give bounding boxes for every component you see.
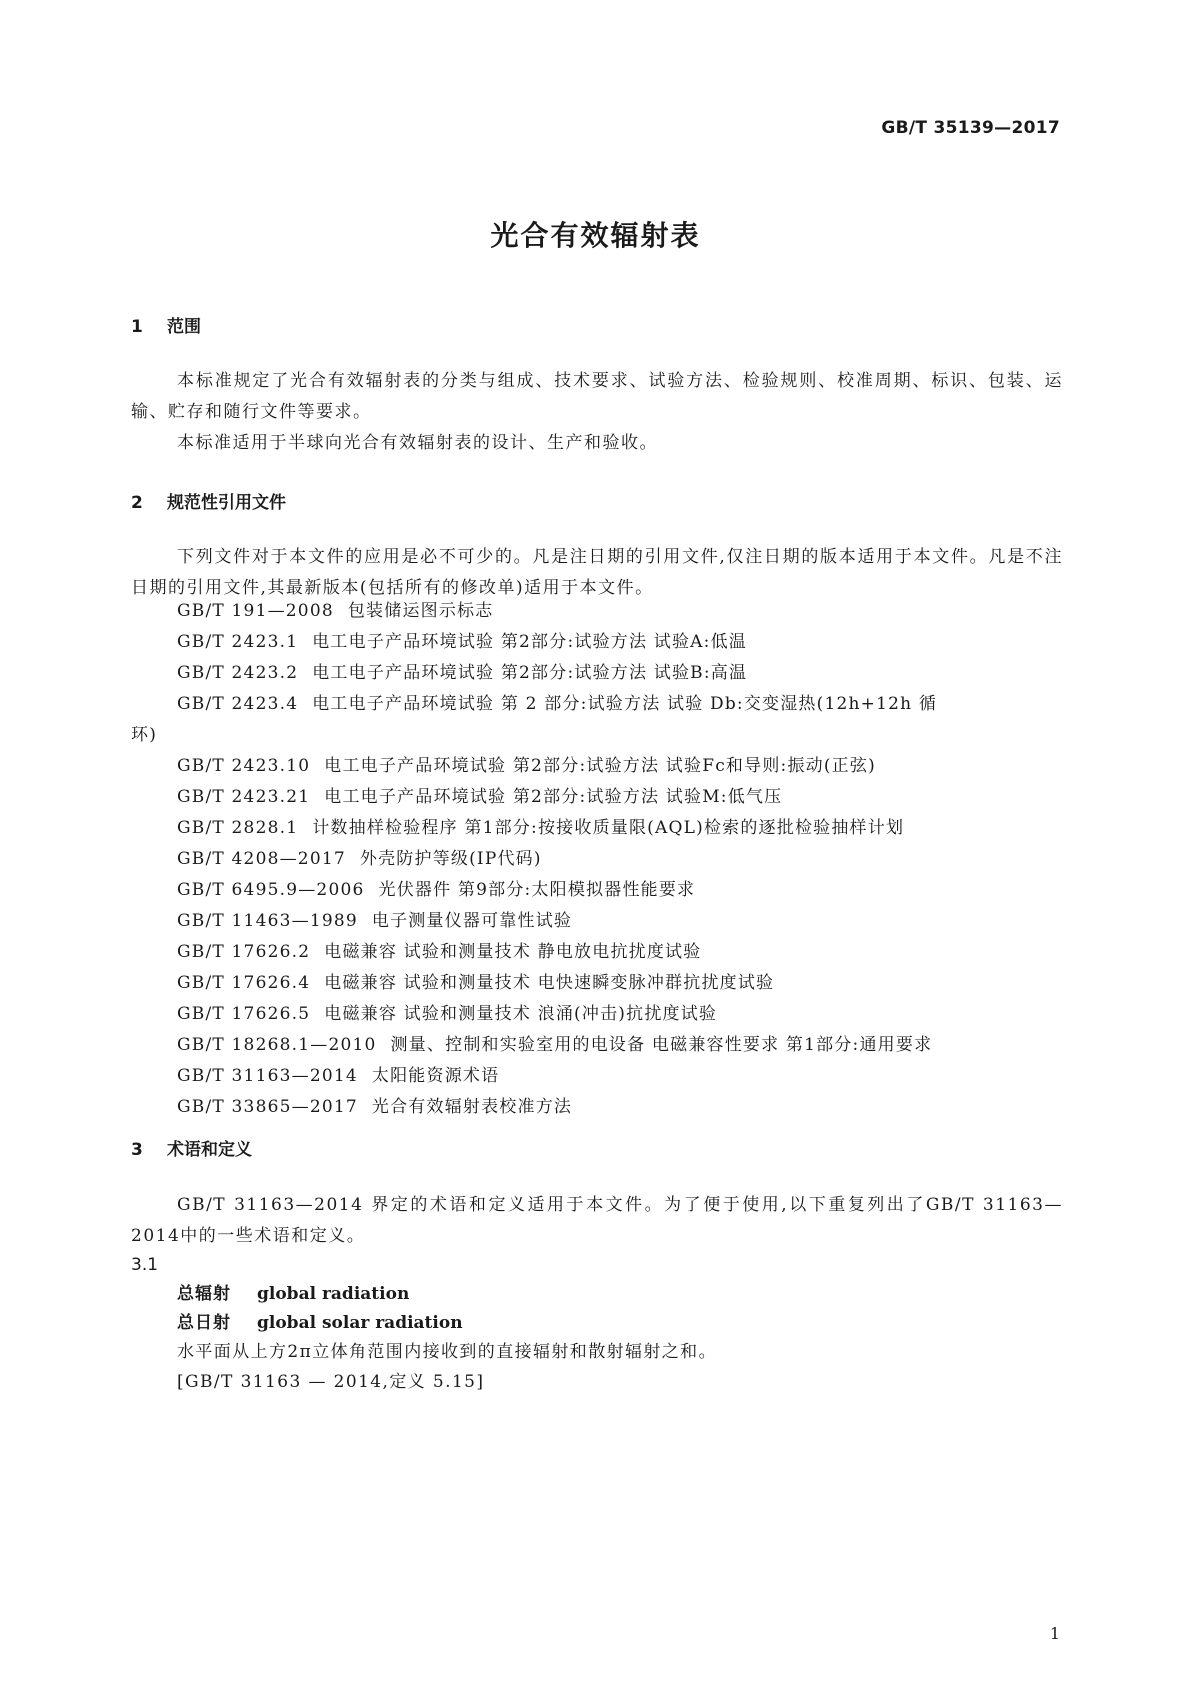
reference-code: GB/T 31163—2014 xyxy=(177,1066,358,1086)
section-title: 范围 xyxy=(167,317,201,337)
section-number: 2 xyxy=(131,493,143,513)
reference-code: GB/T 17626.2 xyxy=(177,942,311,962)
reference-code: GB/T 17626.4 xyxy=(177,973,311,993)
reference-item xyxy=(177,875,1067,906)
reference-item xyxy=(177,906,1067,937)
section-1-paragraph: 本标准规定了光合有效辐射表的分类与组成、技术要求、试验方法、检验规则、校准周期、标识、包装、运输、贮存和随行文件等要求。 xyxy=(131,371,1063,422)
term-entry xyxy=(177,1279,409,1310)
reference-title: 电工电子产品环境试验 第2部分:试验方法 试验B:高温 xyxy=(312,663,748,683)
reference-item xyxy=(177,627,1067,658)
reference-code: GB/T 17626.5 xyxy=(177,1004,311,1024)
reference-item xyxy=(177,937,1067,968)
reference-title: 测量、控制和实验室用的电设备 电磁兼容性要求 第1部分:通用要求 xyxy=(390,1035,933,1055)
section-2-heading xyxy=(131,488,286,513)
document-title: 光合有效辐射表 xyxy=(490,219,701,252)
reference-item xyxy=(177,999,1067,1030)
reference-title: 太阳能资源术语 xyxy=(371,1066,500,1086)
section-number: 3 xyxy=(131,1140,143,1160)
reference-item xyxy=(177,968,1067,999)
reference-list xyxy=(131,596,1067,1123)
reference-code: GB/T 33865—2017 xyxy=(177,1097,358,1117)
section-3-intro: GB/T 31163—2014 界定的术语和定义适用于本文件。为了便于使用,以下重复列出了GB/T 31163—2014中的一些术语和定义。 xyxy=(131,1195,1063,1246)
page-number: 1 xyxy=(1049,1624,1060,1643)
term-chinese: 总辐射 xyxy=(177,1284,231,1304)
section-2-intro: 下列文件对于本文件的应用是必不可少的。凡是注日期的引用文件,仅注日期的版本适用于本文件。凡是不注日期的引用文件,其最新版本(包括所有的修改单)适用于本文件。 xyxy=(131,547,1063,598)
reference-code: GB/T 6495.9—2006 xyxy=(177,880,365,900)
reference-title: 电子测量仪器可靠性试验 xyxy=(371,911,573,931)
reference-title: 光合有效辐射表校准方法 xyxy=(371,1097,573,1117)
section-title: 术语和定义 xyxy=(167,1140,252,1160)
reference-code: GB/T 11463—1989 xyxy=(177,911,358,931)
reference-item xyxy=(177,751,1067,782)
term-source: [GB/T 31163 — 2014,定义 5.15] xyxy=(177,1372,485,1392)
reference-title: 电工电子产品环境试验 第2部分:试验方法 试验M:低气压 xyxy=(324,787,783,807)
reference-item xyxy=(177,596,1067,627)
term-definition: 水平面从上方2π立体角范围内接收到的直接辐射和散射辐射之和。 xyxy=(177,1342,717,1362)
reference-code: GB/T 4208—2017 xyxy=(177,849,346,869)
section-1-paragraph: 本标准适用于半球向光合有效辐射表的设计、生产和验收。 xyxy=(177,433,658,453)
reference-item xyxy=(177,782,1067,813)
reference-item xyxy=(177,1092,1067,1123)
reference-item xyxy=(177,844,1067,875)
reference-item xyxy=(177,813,1067,844)
reference-title: 光伏器件 第9部分:太阳模拟器性能要求 xyxy=(378,880,696,900)
section-number: 1 xyxy=(131,317,143,337)
term-chinese: 总日射 xyxy=(177,1313,231,1333)
reference-title: 电磁兼容 试验和测量技术 电快速瞬变脉冲群抗扰度试验 xyxy=(324,973,775,993)
reference-code: GB/T 18268.1—2010 xyxy=(177,1035,377,1055)
reference-title: 电工电子产品环境试验 第2部分:试验方法 试验Fc和导则:振动(正弦) xyxy=(324,756,876,776)
reference-code: GB/T 2423.2 xyxy=(177,663,299,683)
section-1-heading xyxy=(131,312,201,337)
reference-title: 计数抽样检验程序 第1部分:按接收质量限(AQL)检索的逐批检验抽样计划 xyxy=(312,818,905,838)
reference-code: GB/T 2423.1 xyxy=(177,632,299,652)
section-3-heading xyxy=(131,1135,252,1160)
term-english: global radiation xyxy=(257,1284,410,1304)
reference-title: 电工电子产品环境试验 第2部分:试验方法 试验A:低温 xyxy=(312,632,747,652)
reference-title: 电磁兼容 试验和测量技术 静电放电抗扰度试验 xyxy=(324,942,702,962)
reference-item xyxy=(131,689,1067,751)
reference-title: 外壳防护等级(IP代码) xyxy=(359,849,542,869)
standard-code: GB/T 35139—2017 xyxy=(881,118,1060,138)
term-english: global solar radiation xyxy=(257,1313,463,1333)
reference-code: GB/T 191—2008 xyxy=(177,601,334,621)
reference-item xyxy=(177,1030,1067,1061)
term-entry xyxy=(177,1308,463,1339)
reference-item xyxy=(177,658,1067,689)
reference-code: GB/T 2423.10 xyxy=(177,756,311,776)
reference-item xyxy=(177,1061,1067,1092)
reference-title: 包装储运图示标志 xyxy=(347,601,494,621)
section-title: 规范性引用文件 xyxy=(167,493,286,513)
reference-code: GB/T 2423.4 xyxy=(177,694,299,714)
term-number: 3.1 xyxy=(131,1255,159,1275)
reference-code: GB/T 2828.1 xyxy=(177,818,299,838)
reference-title-continuation: 环) xyxy=(131,725,158,745)
reference-code: GB/T 2423.21 xyxy=(177,787,311,807)
reference-title: 电磁兼容 试验和测量技术 浪涌(冲击)抗扰度试验 xyxy=(324,1004,718,1024)
reference-title: 电工电子产品环境试验 第 2 部分:试验方法 试验 Db:交变湿热(12h+12h 循 xyxy=(312,694,938,714)
